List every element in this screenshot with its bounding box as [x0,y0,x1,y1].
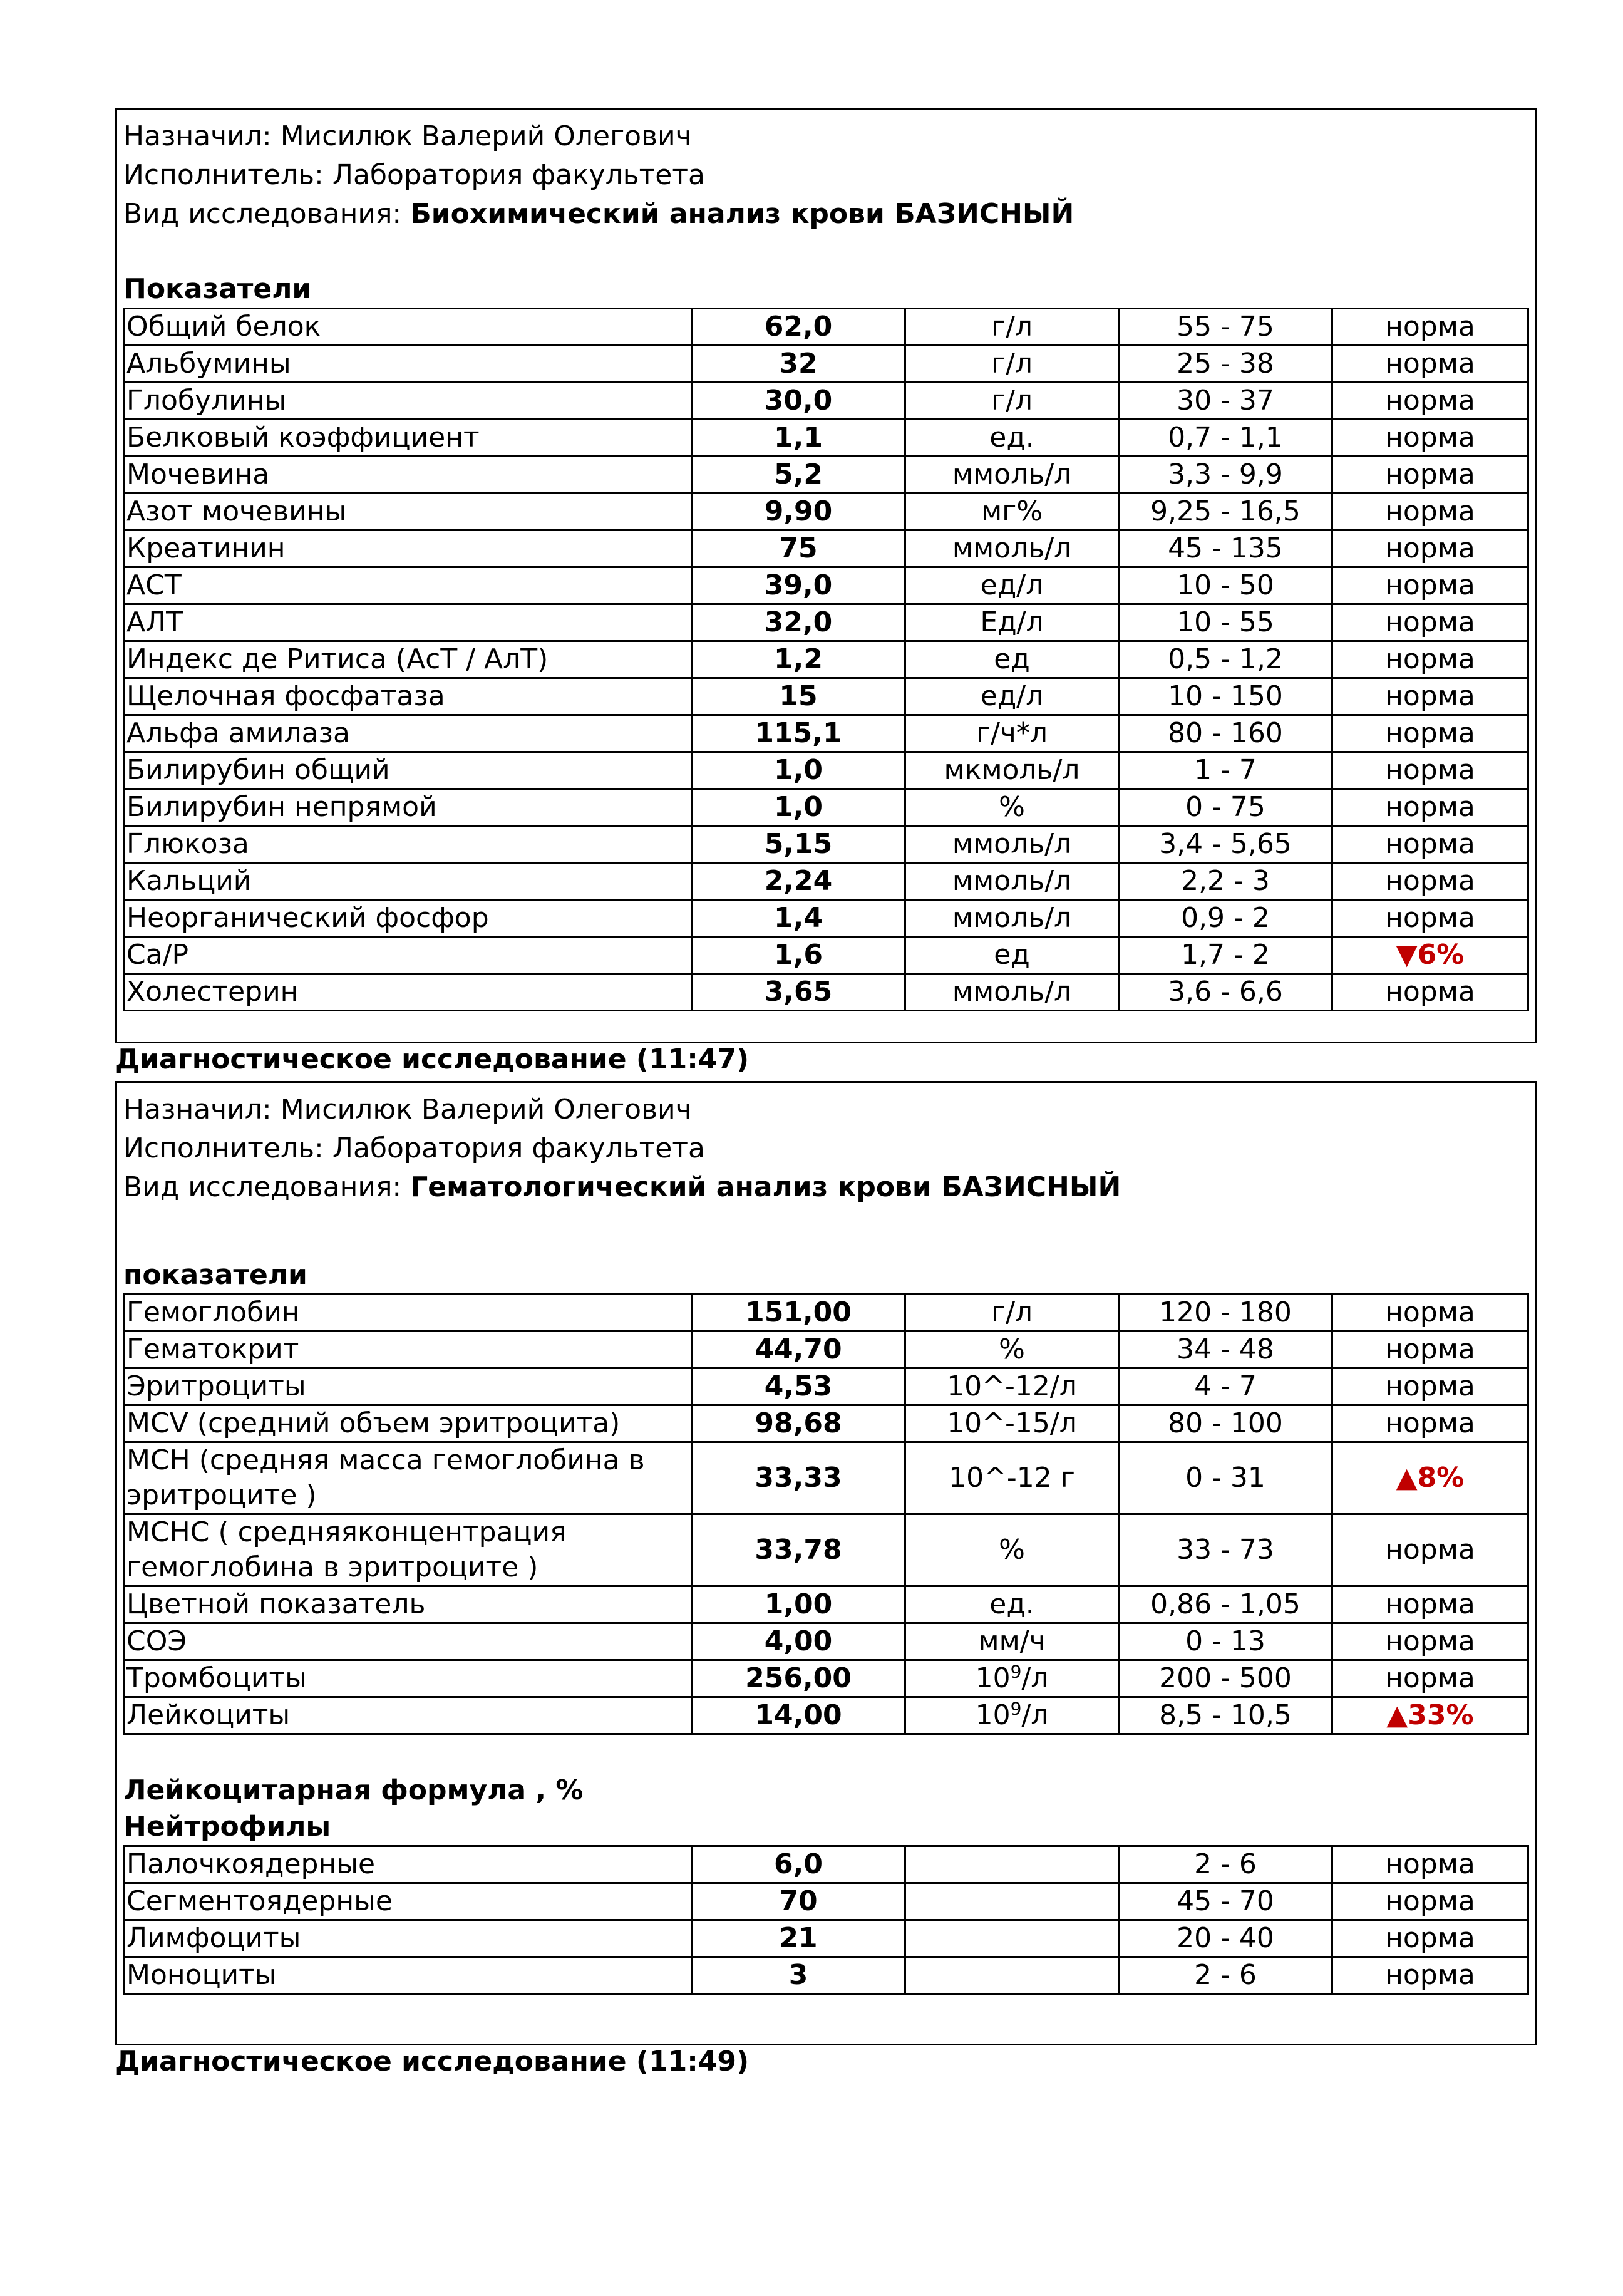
reference-range: 30 - 37 [1119,383,1332,420]
indicator-unit: ед [905,641,1119,678]
indicator-name: Щелочная фосфатаза [125,678,692,715]
neutrophils-title: Нейтрофилы [123,1811,331,1843]
table-row [125,346,1528,383]
assigned-by: Назначил: Мисилюк Валерий Олегович [123,120,692,152]
indicator-value: 1,2 [692,641,905,678]
indicator-unit: ммоль/л [905,826,1119,863]
status-cell: норма [1332,530,1528,567]
status-cell: норма [1332,1660,1528,1697]
indicator-unit: ммоль/л [905,900,1119,937]
status-cell [1332,937,1528,974]
indicator-unit: ммоль/л [905,974,1119,1011]
indicator-unit: г/ч*л [905,715,1119,752]
indicator-name: Белковый коэффициент [125,420,692,457]
table-row [125,530,1528,567]
indicator-name: Кальций [125,863,692,900]
table-row [125,1586,1528,1623]
indicator-value: 33,33 [692,1442,905,1514]
reference-range: 45 - 70 [1119,1883,1332,1920]
status-cell: норма [1332,974,1528,1011]
hematology-block [115,1081,1537,2045]
reference-range: 3,4 - 5,65 [1119,826,1332,863]
reference-range: 200 - 500 [1119,1660,1332,1697]
indicator-value: 1,00 [692,1586,905,1623]
indicator-value: 62,0 [692,309,905,346]
indicator-value: 1,1 [692,420,905,457]
table-row [125,604,1528,641]
reference-range: 45 - 135 [1119,530,1332,567]
indicator-value: 32 [692,346,905,383]
status-cell: норма [1332,604,1528,641]
status-cell: норма [1332,1920,1528,1957]
indicator-name: Мочевина [125,457,692,494]
diagnostic-title-1: Диагностическое исследование (11:47) [115,1043,750,1075]
reference-range: 55 - 75 [1119,309,1332,346]
reference-range: 0 - 31 [1119,1442,1332,1514]
indicator-unit: г/л [905,1295,1119,1332]
indicator-value: 256,00 [692,1660,905,1697]
status-cell [1332,1697,1528,1734]
indicator-value: 39,0 [692,567,905,604]
table-row [125,678,1528,715]
indicator-name: АСТ [125,567,692,604]
reference-range: 1,7 - 2 [1119,937,1332,974]
performer-name: Лаборатория факультета [332,1132,705,1164]
reference-range: 0 - 13 [1119,1623,1332,1660]
indicator-name: MCV (средний объем эритроцита) [125,1405,692,1442]
indicator-unit [905,1883,1119,1920]
assigned-by: Назначил: Мисилюк Валерий Олегович [123,1094,692,1125]
indicator-value: 1,0 [692,789,905,826]
table-row [125,494,1528,530]
study-type-value: Биохимический анализ крови БАЗИСНЫЙ [410,198,1074,230]
biochemistry-table [123,308,1529,1011]
indicator-name: Гематокрит [125,1332,692,1368]
indicator-value: 9,90 [692,494,905,530]
indicator-name: Билирубин непрямой [125,789,692,826]
doctor-name: Мисилюк Валерий Олегович [280,120,692,152]
indicator-unit: $10^9/л$ [905,1660,1119,1697]
table-row [125,1405,1528,1442]
indicator-value: 44,70 [692,1332,905,1368]
indicator-unit: $10^9/л$ [905,1697,1119,1734]
indicator-name: Альфа амилаза [125,715,692,752]
table-row [125,715,1528,752]
status-cell: норма [1332,715,1528,752]
table-row [125,567,1528,604]
indicator-unit [905,1846,1119,1883]
indicator-name: MCH (средняя масса гемоглобина в эритроците ) [125,1442,692,1514]
table-row [125,863,1528,900]
indicator-name: АЛТ [125,604,692,641]
status-cell: норма [1332,1368,1528,1405]
deviation-percent: 33% [1408,1699,1474,1731]
indicator-value: 75 [692,530,905,567]
indicator-value: 70 [692,1883,905,1920]
indicator-name: MCHC ( средняяконцентрация гемоглобина в эритроците ) [125,1514,692,1586]
deviation-percent: 8% [1417,1462,1465,1494]
performer: Исполнитель: Лаборатория факультета [123,1132,705,1164]
table-row [125,1920,1528,1957]
indicator-value: 3 [692,1957,905,1994]
indicator-name: СОЭ [125,1623,692,1660]
indicator-unit [905,1957,1119,1994]
table-row [125,383,1528,420]
indicator-name: Азот мочевины [125,494,692,530]
performer: Исполнитель: Лаборатория факультета [123,159,705,191]
indicator-value: 4,53 [692,1368,905,1405]
reference-range: 80 - 160 [1119,715,1332,752]
leukocyte-formula-title: Лейкоцитарная формула , % [123,1774,584,1806]
indicator-name: Креатинин [125,530,692,567]
indicator-name: Билирубин общий [125,752,692,789]
indicator-value: 14,00 [692,1697,905,1734]
indicator-value: 15 [692,678,905,715]
leukocyte-formula-table [123,1845,1529,1995]
table-row [125,1957,1528,1994]
table-row [125,937,1528,974]
indicator-value: 1,0 [692,752,905,789]
indicator-unit: мм/ч [905,1623,1119,1660]
reference-range: 0,5 - 1,2 [1119,641,1332,678]
indicator-unit: ммоль/л [905,457,1119,494]
indicator-value: 33,78 [692,1514,905,1586]
indicator-unit: % [905,789,1119,826]
reference-range: 120 - 180 [1119,1295,1332,1332]
study-type-value: Гематологический анализ крови БАЗИСНЫЙ [410,1171,1121,1203]
status-cell: норма [1332,678,1528,715]
indicator-value: 4,00 [692,1623,905,1660]
indicator-unit: ммоль/л [905,530,1119,567]
reference-range: 2 - 6 [1119,1846,1332,1883]
indicator-unit: ед. [905,420,1119,457]
reference-range: 3,3 - 9,9 [1119,457,1332,494]
table-row [125,1846,1528,1883]
status-cell: норма [1332,1586,1528,1623]
doctor-name: Мисилюк Валерий Олегович [280,1094,692,1125]
table-row [125,420,1528,457]
table-row [125,641,1528,678]
indicator-value: 3,65 [692,974,905,1011]
performer-name: Лаборатория факультета [332,159,705,191]
status-cell [1332,1442,1528,1514]
reference-range: 0,7 - 1,1 [1119,420,1332,457]
indicator-name: Моноциты [125,1957,692,1994]
reference-range: 2,2 - 3 [1119,863,1332,900]
status-cell: норма [1332,752,1528,789]
table-row [125,1295,1528,1332]
status-cell: норма [1332,1332,1528,1368]
reference-range: 4 - 7 [1119,1368,1332,1405]
indicator-unit: ед/л [905,567,1119,604]
arrow-down-icon: ▼ [1396,939,1418,971]
table-row [125,974,1528,1011]
indicator-unit: мг% [905,494,1119,530]
status-cell: норма [1332,567,1528,604]
indicator-name: Эритроциты [125,1368,692,1405]
indicator-value: 115,1 [692,715,905,752]
indicator-unit: % [905,1514,1119,1586]
reference-range: 10 - 150 [1119,678,1332,715]
indicator-unit: % [905,1332,1119,1368]
indicator-name: Лейкоциты [125,1697,692,1734]
indicator-name: Палочкоядерные [125,1846,692,1883]
table-row [125,1442,1528,1514]
indicator-unit: г/л [905,309,1119,346]
indicator-value: 1,4 [692,900,905,937]
indicator-unit: 10^-12 г [905,1442,1119,1514]
indicator-name: Неорганический фосфор [125,900,692,937]
status-cell: норма [1332,494,1528,530]
indicator-value: 32,0 [692,604,905,641]
indicator-name: Глюкоза [125,826,692,863]
indicator-unit [905,1920,1119,1957]
reference-range: 34 - 48 [1119,1332,1332,1368]
reference-range: 20 - 40 [1119,1920,1332,1957]
status-cell: норма [1332,346,1528,383]
table-row [125,1697,1528,1734]
indicator-name: Гемоглобин [125,1295,692,1332]
reference-range: 0 - 75 [1119,789,1332,826]
indicator-unit: 10^-15/л [905,1405,1119,1442]
table-row [125,826,1528,863]
indicator-value: 151,00 [692,1295,905,1332]
table-row [125,1368,1528,1405]
table-row [125,1623,1528,1660]
indicator-value: 5,15 [692,826,905,863]
table-row [125,752,1528,789]
indicator-value: 5,2 [692,457,905,494]
status-cell: норма [1332,826,1528,863]
indicator-unit: г/л [905,346,1119,383]
indicator-name: Тромбоциты [125,1660,692,1697]
table-row [125,1332,1528,1368]
hematology-table [123,1293,1529,1735]
reference-range: 2 - 6 [1119,1957,1332,1994]
status-cell: норма [1332,789,1528,826]
reference-range: 3,6 - 6,6 [1119,974,1332,1011]
indicator-value: 98,68 [692,1405,905,1442]
status-cell: норма [1332,1623,1528,1660]
indicator-unit: ед/л [905,678,1119,715]
indicator-name: Альбумины [125,346,692,383]
reference-range: 33 - 73 [1119,1514,1332,1586]
status-cell: норма [1332,383,1528,420]
reference-range: 0,9 - 2 [1119,900,1332,937]
status-cell: норма [1332,1883,1528,1920]
section-title: Показатели [123,273,312,305]
study-type: Вид исследования: Биохимический анализ крови БАЗИСНЫЙ [123,198,1074,230]
indicator-unit: ед. [905,1586,1119,1623]
status-cell: норма [1332,1405,1528,1442]
indicator-name: Сегментоядерные [125,1883,692,1920]
reference-range: 80 - 100 [1119,1405,1332,1442]
diagnostic-title-2: Диагностическое исследование (11:49) [115,2045,750,2077]
table-row [125,1514,1528,1586]
arrow-up-icon: ▲ [1396,1462,1418,1494]
status-cell: норма [1332,309,1528,346]
indicator-unit: Ед/л [905,604,1119,641]
indicator-unit: ед [905,937,1119,974]
reference-range: 1 - 7 [1119,752,1332,789]
indicator-unit: ммоль/л [905,863,1119,900]
reference-range: 8,5 - 10,5 [1119,1697,1332,1734]
status-cell: норма [1332,1295,1528,1332]
deviation-percent: 6% [1417,939,1465,971]
reference-range: 25 - 38 [1119,346,1332,383]
reference-range: 9,25 - 16,5 [1119,494,1332,530]
status-cell: норма [1332,420,1528,457]
indicator-unit: г/л [905,383,1119,420]
indicator-name: Общий белок [125,309,692,346]
status-cell: норма [1332,900,1528,937]
study-type: Вид исследования: Гематологический анализ крови БАЗИСНЫЙ [123,1171,1121,1203]
reference-range: 10 - 50 [1119,567,1332,604]
status-cell: норма [1332,1957,1528,1994]
status-cell: норма [1332,1514,1528,1586]
indicator-name: Лимфоциты [125,1920,692,1957]
status-cell: норма [1332,641,1528,678]
table-row [125,457,1528,494]
table-row [125,309,1528,346]
section-title: показатели [123,1259,307,1291]
table-row [125,789,1528,826]
indicator-name: Холестерин [125,974,692,1011]
indicator-unit: мкмоль/л [905,752,1119,789]
arrow-up-icon: ▲ [1386,1699,1408,1731]
indicator-name: Индекс де Ритиса (АсТ / АлТ) [125,641,692,678]
indicator-value: 21 [692,1920,905,1957]
indicator-name: Глобулины [125,383,692,420]
indicator-name: Ca/P [125,937,692,974]
indicator-value: 2,24 [692,863,905,900]
biochemistry-block [115,108,1537,1043]
table-row [125,1660,1528,1697]
indicator-unit: 10^-12/л [905,1368,1119,1405]
indicator-value: 30,0 [692,383,905,420]
indicator-name: Цветной показатель [125,1586,692,1623]
table-row [125,900,1528,937]
indicator-value: 6,0 [692,1846,905,1883]
status-cell: норма [1332,457,1528,494]
reference-range: 0,86 - 1,05 [1119,1586,1332,1623]
status-cell: норма [1332,863,1528,900]
indicator-value: 1,6 [692,937,905,974]
table-row [125,1883,1528,1920]
reference-range: 10 - 55 [1119,604,1332,641]
status-cell: норма [1332,1846,1528,1883]
